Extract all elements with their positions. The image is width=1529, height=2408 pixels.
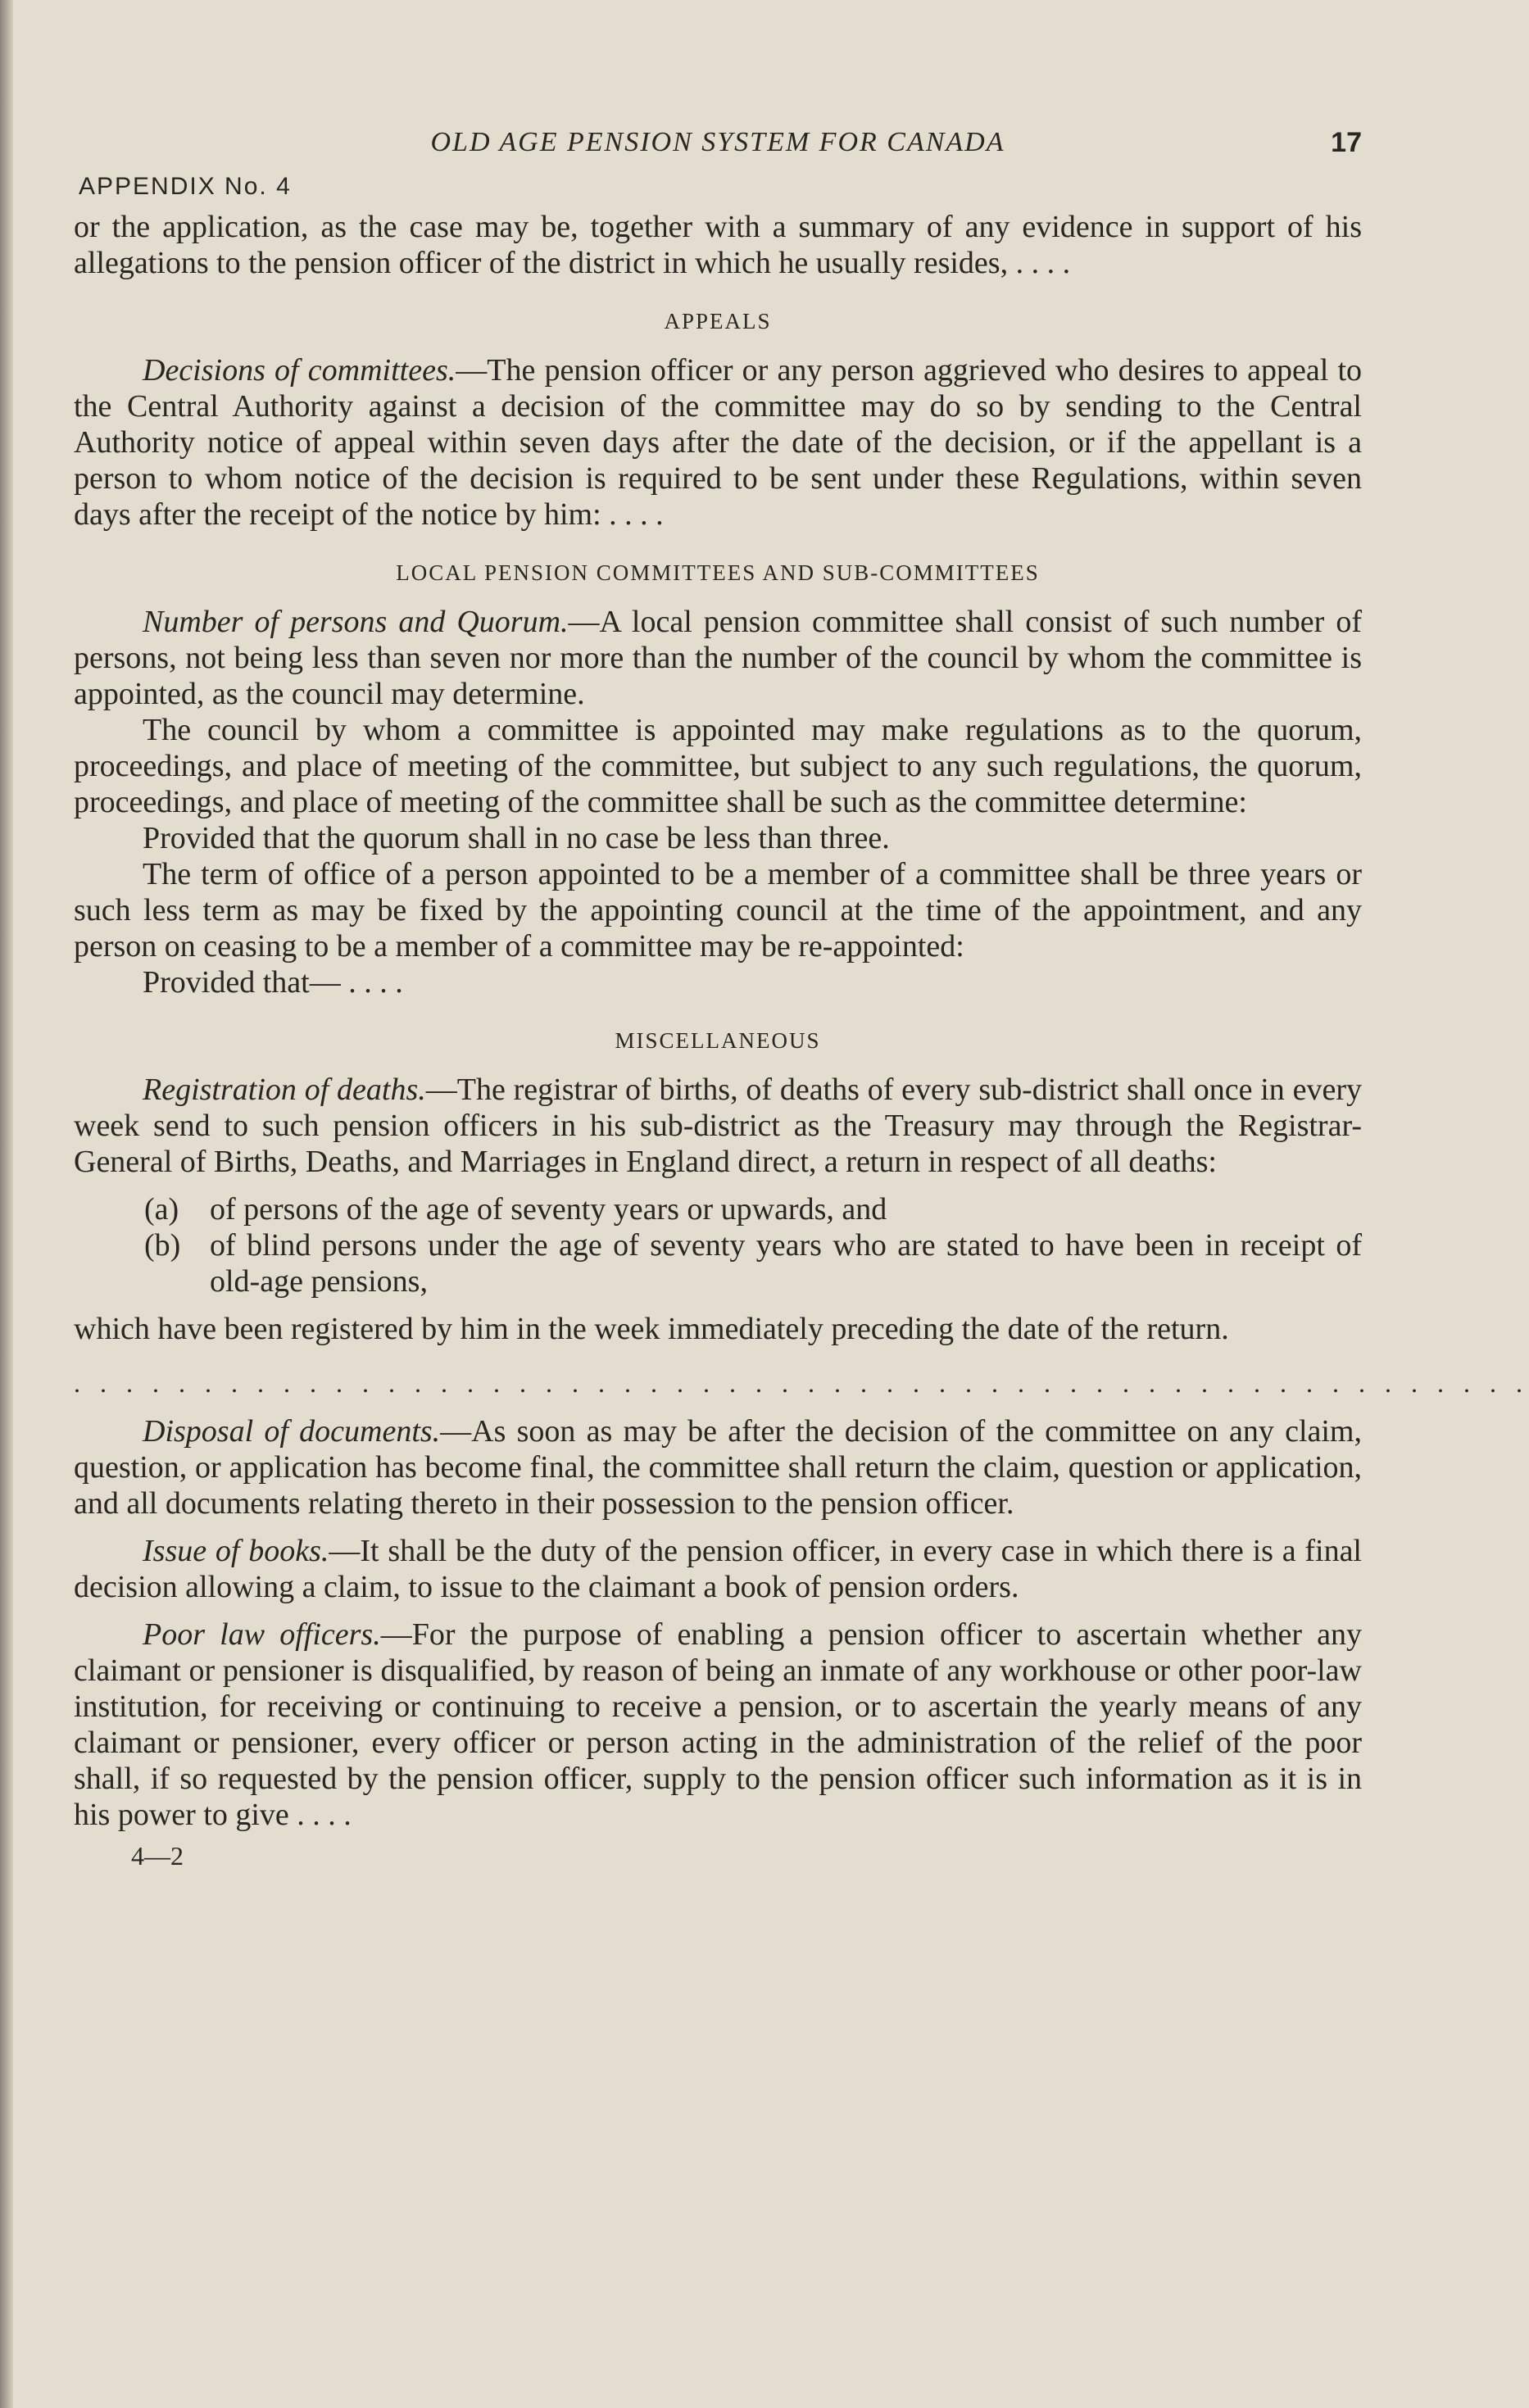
page-number: 17 bbox=[1331, 127, 1362, 158]
list-item bbox=[144, 1227, 1362, 1299]
books-text: —It shall be the duty of the pension officer, in every case in which there is a final decision allowing a claim, to issue to the claimant a book of pension orders. bbox=[74, 1534, 1362, 1604]
quorum-proviso: Provided that the quorum shall in no case be less than three. bbox=[143, 821, 890, 855]
appeals-paragraph bbox=[74, 352, 1362, 533]
running-head bbox=[74, 127, 1362, 173]
appeals-text: —The pension officer or any person aggrieved who desires to appeal to the Central Authority against a decision of the committee may do so by sending to the Central Authority notice of appeal within seven days after the date of the decision, or if the appellant is a person to whom notice of the decision is required to be sent under these Regulations, within seven days after the receipt of the notice by him: . . . . bbox=[74, 353, 1363, 532]
deaths-lead: Registration of deaths. bbox=[143, 1072, 426, 1107]
poorlaw-paragraph bbox=[74, 1617, 1362, 1833]
books-lead: Issue of books. bbox=[143, 1534, 329, 1568]
documents-lead: Disposal of documents. bbox=[143, 1414, 441, 1449]
heading-appeals: APPEALS bbox=[664, 309, 772, 333]
books-paragraph bbox=[74, 1533, 1362, 1605]
provided-that: Provided that— . . . . bbox=[143, 965, 403, 1000]
item-a-text: of persons of the age of seventy years or upwards, and bbox=[210, 1192, 887, 1227]
appendix-label: APPENDIX No. 4 bbox=[79, 173, 292, 200]
heading-miscellaneous: MISCELLANEOUS bbox=[615, 1028, 821, 1053]
book-spine-edge bbox=[0, 0, 13, 2408]
running-title: OLD AGE PENSION SYSTEM FOR CANADA bbox=[430, 127, 1005, 157]
term-paragraph: The term of office of a person appointed to be a member of a committee shall be three years or such less term as may be fixed by the appointing council at the time of the appointment, and any person on ceasing to be a member of a committee may be re-appointed: bbox=[74, 857, 1362, 964]
item-b-label: (b) bbox=[144, 1228, 181, 1263]
deaths-tail-paragraph: which have been registered by him in the week immediately preceding the date of the return. bbox=[74, 1312, 1229, 1346]
deaths-text: —The registrar of births, of deaths of every sub-district shall once in every week send to such pension officers in his sub-district as the Treasury may through the Registrar-General of Births, Deaths, and Marriages in England direct, a return in respect of all deaths: bbox=[74, 1072, 1362, 1179]
quorum-lead: Number of persons and Quorum. bbox=[143, 605, 569, 639]
documents-text: —As soon as may be after the decision of the committee on any claim, question, or application has become final, the committee shall return the claim, question or application, and all documents relating thereto in their possession to the pension officer. bbox=[74, 1414, 1362, 1521]
document-page bbox=[74, 127, 1529, 1871]
documents-paragraph bbox=[74, 1413, 1362, 1521]
quorum-paragraph bbox=[74, 604, 1362, 712]
poorlaw-text: —For the purpose of enabling a pension officer to ascertain whether any claimant or pensioner is disqualified, by reason of being an inmate of any workhouse or other poor-law institution, for receiving or continuing to receive a pension, or to ascertain the yearly means of any claimant or pensioner, every officer or person acting in the administration of the relief of the poor shall, if so requested by the pension officer, supply to the pension officer such information as it is in his power to give . . . . bbox=[74, 1617, 1363, 1832]
quorum-text: —A local pension committee shall consist of such number of persons, not being less than seven nor more than the number of the council by whom the committee is appointed, as the council may determine. bbox=[74, 605, 1362, 711]
heading-local-committees: LOCAL PENSION COMMITTEES AND SUB-COMMITTEES bbox=[396, 560, 1040, 585]
list-item bbox=[144, 1191, 1362, 1227]
omission-dots: . . . . . . . . . . . . . . . . . . . . . . . . . . . . . . . . . . . . . . . . . . . . . . . . . . . . . . . . bbox=[74, 1368, 1529, 1398]
folio-signature: 4—2 bbox=[131, 1841, 184, 1871]
intro-paragraph: or the application, as the case may be, together with a summary of any evidence in support of his allegations to the pension officer of the district in which he usually resides, . . . . bbox=[74, 210, 1362, 280]
appeals-lead: Decisions of committees. bbox=[143, 353, 456, 388]
deaths-paragraph bbox=[74, 1072, 1362, 1180]
poorlaw-lead: Poor law officers. bbox=[143, 1617, 381, 1652]
council-paragraph: The council by whom a committee is appointed may make regulations as to the quorum, proceedings, and place of meeting of the committee, but subject to any such regulations, the quorum, proceedings, and place of meeting of the committee shall be such as the committee determine: bbox=[74, 713, 1362, 819]
item-a-label: (a) bbox=[144, 1192, 179, 1227]
item-b-text: of blind persons under the age of seventy years who are stated to have been in receipt of old-age pensions, bbox=[210, 1228, 1362, 1299]
